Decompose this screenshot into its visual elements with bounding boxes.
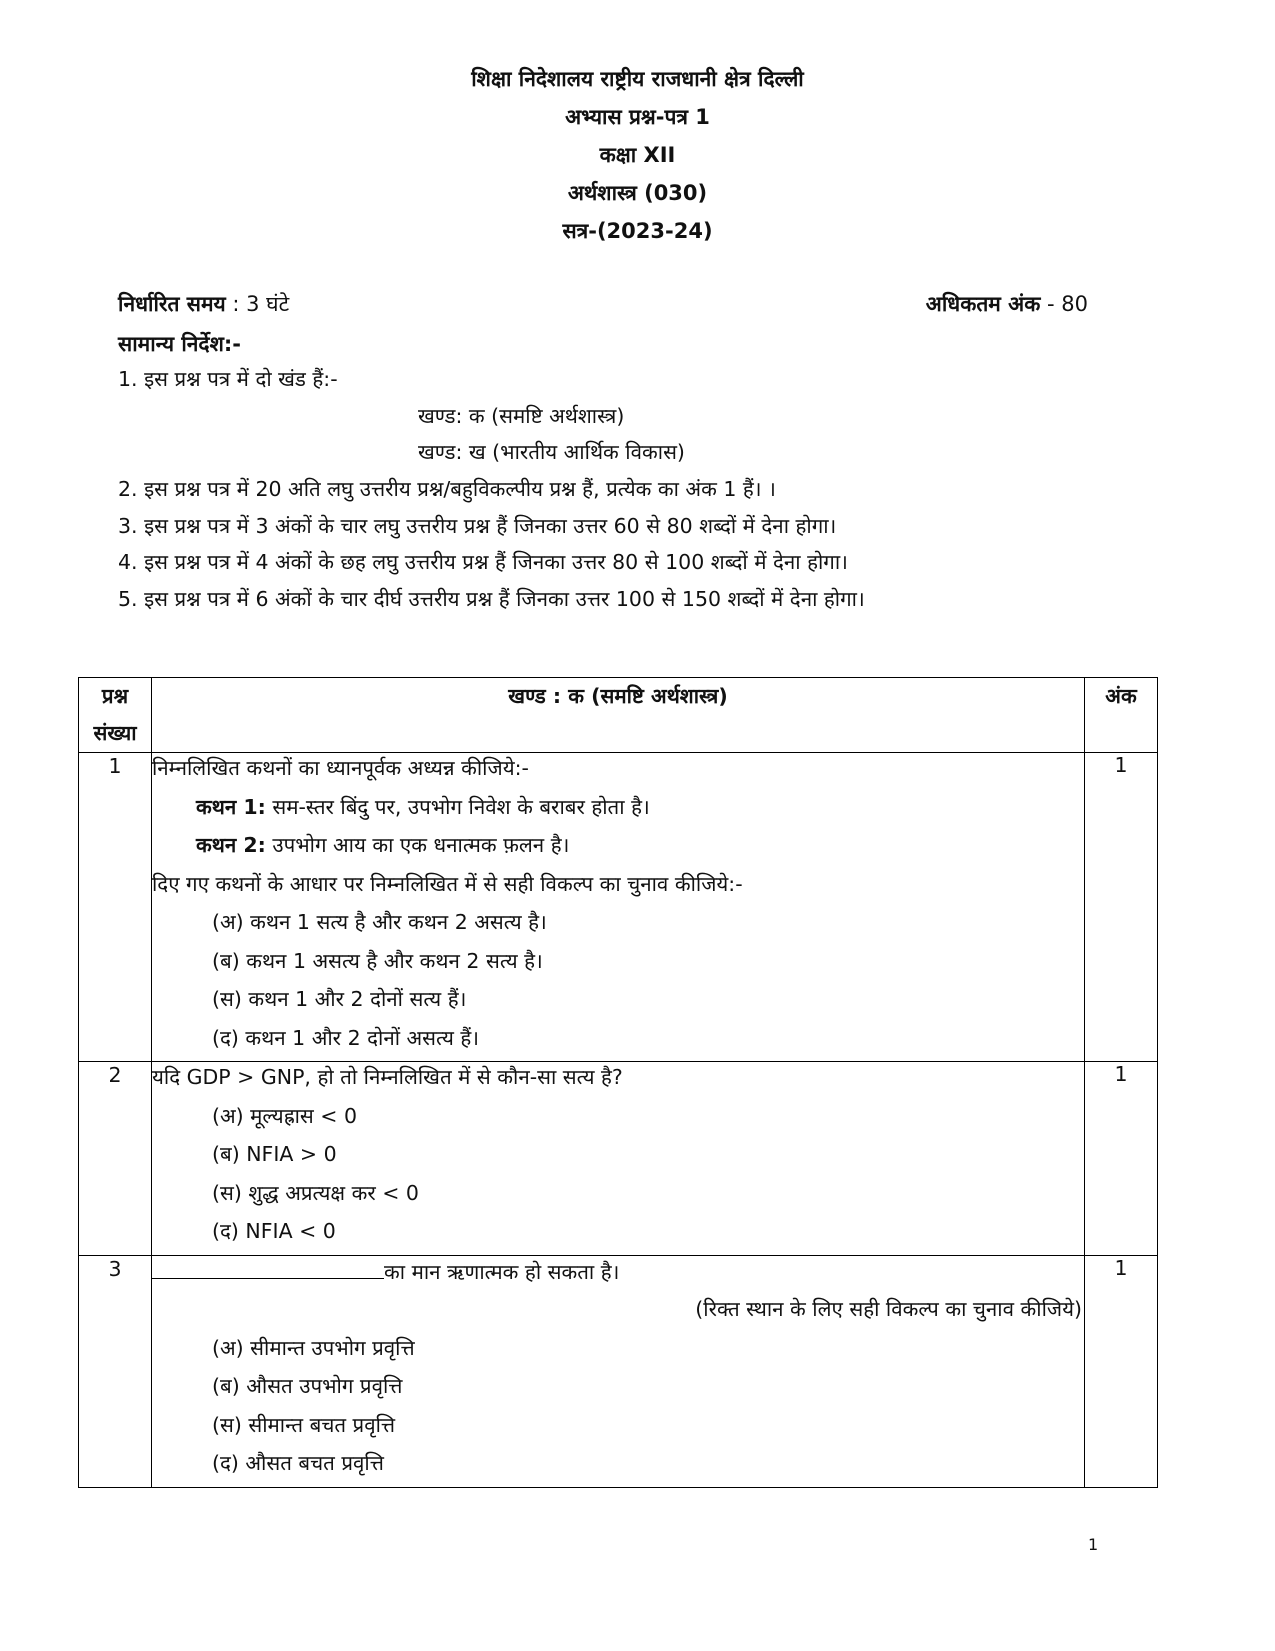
q1-marks: 1 — [1085, 753, 1158, 1062]
q3-stem: का मान ऋणात्मक हो सकता है। — [384, 1259, 620, 1284]
q1-s1-label: कथन 1: — [196, 794, 266, 819]
fill-in-blank — [152, 1256, 384, 1279]
q3-note: (रिक्त स्थान के लिए सही विकल्प का चुनाव कीजिये) — [695, 1297, 1082, 1321]
q1-option-c: (स) कथन 1 और 2 दोनों सत्य हैं। — [212, 987, 467, 1011]
instruction-5: 5. इस प्रश्न पत्र में 6 अंकों के चार दीर्घ उत्तरीय प्रश्न हैं जिनका उत्तर 100 से 150 शब्दों में देना होगा। — [118, 587, 865, 611]
time-allowed — [118, 290, 289, 318]
q1-s1-text: सम-स्तर बिंदु पर, उपभोग निवेश के बराबर होता है। — [265, 794, 650, 819]
q3-stem-line — [152, 1256, 1084, 1295]
q1-prompt: दिए गए कथनों के आधार पर निम्नलिखित में से सही विकल्प का चुनाव कीजिये:- — [152, 871, 743, 896]
table-row-q1 — [79, 753, 1158, 1062]
org-title: शिक्षा निदेशालय राष्ट्रीय राजधानी क्षेत्र दिल्ली — [471, 67, 804, 91]
page-number: 1 — [1088, 1535, 1099, 1554]
col1-line2: संख्या — [93, 721, 137, 745]
col-marks: अंक — [1085, 678, 1158, 753]
q3-body — [152, 1255, 1085, 1487]
q1-statement-2 — [152, 830, 1084, 869]
q3-marks: 1 — [1085, 1255, 1158, 1487]
q2-option-d: (द) NFIA < 0 — [212, 1219, 336, 1243]
col-section-title: खण्ड : क (समष्टि अर्थशास्त्र) — [152, 678, 1085, 753]
table-header-row — [79, 678, 1158, 753]
q1-statement-1 — [152, 792, 1084, 831]
q1-number: 1 — [79, 753, 152, 1062]
q2-marks: 1 — [1085, 1062, 1158, 1256]
q1-option-a: (अ) कथन 1 सत्य है और कथन 2 असत्य है। — [212, 910, 547, 934]
q3-number: 3 — [79, 1255, 152, 1487]
section-b-note: खण्ड: ख (भारतीय आर्थिक विकास) — [418, 440, 685, 464]
class-title: कक्षा XII — [599, 143, 676, 167]
q3-option-c: (स) सीमान्त बचत प्रवृत्ति — [212, 1412, 396, 1437]
question-table — [78, 677, 1158, 1488]
q2-stem: यदि GDP > GNP, हो तो निम्नलिखित में से कौन-सा सत्य है? — [152, 1065, 623, 1089]
q1-option-b: (ब) कथन 1 असत्य है और कथन 2 सत्य है। — [212, 948, 543, 973]
table-row-q3 — [79, 1255, 1158, 1487]
subject-title: अर्थशास्त्र (030) — [567, 181, 708, 205]
q1-stem: निम्नलिखित कथनों का ध्यानपूर्वक अध्यन्न कीजिये:- — [152, 756, 529, 780]
marks-label: अधिकतम अंक — [925, 292, 1041, 316]
session-title: सत्र-(2023-24) — [562, 219, 713, 243]
q3-option-b: (ब) औसत उपभोग प्रवृत्ति — [212, 1374, 403, 1398]
time-label: निर्धारित समय — [118, 292, 226, 316]
col-question-number — [79, 678, 152, 753]
q2-option-c: (स) शुद्ध अप्रत्यक्ष कर < 0 — [212, 1180, 419, 1205]
instruction-3: 3. इस प्रश्न पत्र में 3 अंकों के चार लघु उत्तरीय प्रश्न हैं जिनका उत्तर 60 से 80 शब्दों में देना होगा। — [118, 514, 837, 538]
table-row-q2 — [79, 1062, 1158, 1256]
instruction-4: 4. इस प्रश्न पत्र में 4 अंकों के छह लघु उत्तरीय प्रश्न हैं जिनका उत्तर 80 से 100 शब्दों में देना होगा। — [118, 550, 848, 574]
q1-s2-label: कथन 2: — [196, 833, 266, 857]
q1-s2-text: उपभोग आय का एक धनात्मक फ़लन है। — [265, 833, 570, 857]
instruction-1: 1. इस प्रश्न पत्र में दो खंड हैं:- — [118, 367, 338, 391]
q2-option-a: (अ) मूल्यह्रास < 0 — [212, 1103, 357, 1128]
q3-option-a: (अ) सीमान्त उपभोग प्रवृत्ति — [212, 1335, 415, 1360]
max-marks — [926, 290, 1088, 318]
q3-option-d: (द) औसत बचत प्रवृत्ति — [212, 1451, 384, 1475]
q2-body — [152, 1062, 1085, 1256]
document-header — [0, 60, 1275, 250]
exam-meta — [118, 290, 1088, 326]
q2-number: 2 — [79, 1062, 152, 1256]
time-value: : 3 घंटे — [225, 292, 290, 316]
instruction-2: 2. इस प्रश्न पत्र में 20 अति लघु उत्तरीय प्रश्न/बहुविकल्पीय प्रश्न हैं, प्रत्येक का अंक 1 हैं। । — [118, 477, 776, 501]
q1-body — [152, 753, 1085, 1062]
section-a-note: खण्ड: क (समष्टि अर्थशास्त्र) — [418, 404, 625, 428]
q2-option-b: (ब) NFIA > 0 — [212, 1142, 337, 1166]
instructions-title: सामान्य निर्देश:- — [118, 332, 241, 356]
q1-option-d: (द) कथन 1 और 2 दोनों असत्य हैं। — [212, 1025, 480, 1050]
marks-value: - 80 — [1040, 292, 1088, 316]
paper-title: अभ्यास प्रश्न-पत्र 1 — [565, 105, 710, 129]
col1-line1: प्रश्न — [101, 684, 129, 708]
